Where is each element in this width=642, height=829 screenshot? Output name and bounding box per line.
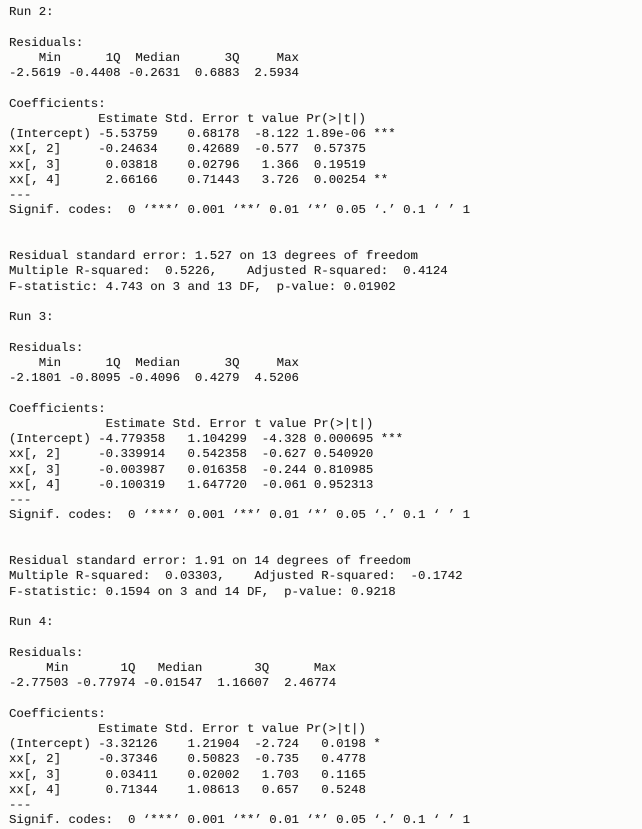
coefficients-heading: Coefficients: xyxy=(9,96,106,111)
residuals-heading: Residuals: xyxy=(9,645,84,660)
residual-standard-error-line: Residual standard error: 1.91 on 14 degrees of freedom xyxy=(9,554,411,568)
r-squared-line: Multiple R-squared: 0.5226, Adjusted R-squared: 0.4124 xyxy=(9,264,456,279)
separator-dashes: --- xyxy=(9,798,32,812)
blank-line xyxy=(9,20,642,35)
run-title: Run 4: xyxy=(9,615,54,629)
blank-line xyxy=(9,386,642,401)
coefficient-row-xx3: xx[, 3] 0.03411 0.02002 1.703 0.1165 xyxy=(9,767,381,782)
blank-line xyxy=(9,539,642,554)
coefficient-row-intercept: (Intercept) -5.53759 0.68178 -8.122 1.89e-06 *** xyxy=(9,127,396,141)
blank-line xyxy=(9,600,642,615)
run-3-section xyxy=(9,310,642,615)
coefficients-header-row: Estimate Std. Error t value Pr(>|t|) xyxy=(9,721,381,736)
coefficient-row-intercept: (Intercept) -3.32126 1.21904 -2.724 0.0198 * xyxy=(9,737,381,751)
residual-standard-error-line: Residual standard error: 1.527 on 13 degrees of freedom xyxy=(9,249,418,263)
blank-line xyxy=(9,219,642,234)
coefficient-row-xx3: xx[, 3] -0.003987 0.016358 -0.244 0.810985 xyxy=(9,462,404,477)
coefficients-heading: Coefficients: xyxy=(9,401,106,416)
coefficients-heading: Coefficients: xyxy=(9,706,106,721)
coefficient-row-intercept: (Intercept) -4.779358 1.104299 -4.328 0.000695 *** xyxy=(9,432,404,446)
f-statistic-line: F-statistic: 4.743 on 3 and 13 DF, p-value: 0.01902 xyxy=(9,279,404,294)
blank-line xyxy=(9,691,642,706)
r-squared-line: Multiple R-squared: 0.03303, Adjusted R-squared: -0.1742 xyxy=(9,569,471,584)
blank-line xyxy=(9,524,642,539)
coefficient-row-xx4: xx[, 4] 2.66166 0.71443 3.726 0.00254 ** xyxy=(9,172,396,187)
blank-line xyxy=(9,295,642,310)
coefficient-row-xx3: xx[, 3] 0.03818 0.02796 1.366 0.19519 xyxy=(9,157,396,172)
residuals-header-row: Min 1Q Median 3Q Max xyxy=(9,50,307,65)
residuals-values-row: -2.77503 -0.77974 -0.01547 1.16607 2.46774 xyxy=(9,676,344,690)
residuals-heading: Residuals: xyxy=(9,35,84,50)
residuals-heading: Residuals: xyxy=(9,340,84,355)
blank-line xyxy=(9,630,642,645)
run-title: Run 2: xyxy=(9,5,54,19)
coefficient-row-xx4: xx[, 4] -0.100319 1.647720 -0.061 0.952313 xyxy=(9,477,404,492)
signif-codes-line: Signif. codes: 0 ‘***’ 0.001 ‘**’ 0.01 ‘*’ 0.05 ‘.’ 0.1 ‘ ’ 1 xyxy=(9,813,471,828)
separator-dashes: --- xyxy=(9,493,32,507)
residuals-values-row: -2.1801 -0.8095 -0.4096 0.4279 4.5206 xyxy=(9,371,307,385)
signif-codes-line: Signif. codes: 0 ‘***’ 0.001 ‘**’ 0.01 ‘*’ 0.05 ‘.’ 0.1 ‘ ’ 1 xyxy=(9,508,471,523)
coefficients-header-row: Estimate Std. Error t value Pr(>|t|) xyxy=(9,416,404,431)
coefficient-row-xx2: xx[, 2] -0.339914 0.542358 -0.627 0.540920 xyxy=(9,447,404,462)
coefficient-row-xx4: xx[, 4] 0.71344 1.08613 0.657 0.5248 xyxy=(9,782,381,797)
run-4-section xyxy=(9,615,642,829)
coefficients-header-row: Estimate Std. Error t value Pr(>|t|) xyxy=(9,111,396,126)
coefficient-row-xx2: xx[, 2] -0.24634 0.42689 -0.577 0.57375 xyxy=(9,142,396,157)
residuals-header-row: Min 1Q Median 3Q Max xyxy=(9,660,344,675)
blank-line xyxy=(9,234,642,249)
coefficient-row-xx2: xx[, 2] -0.37346 0.50823 -0.735 0.4778 xyxy=(9,752,381,767)
blank-line xyxy=(9,325,642,340)
separator-dashes: --- xyxy=(9,188,32,202)
run-title: Run 3: xyxy=(9,310,54,324)
run-2-section xyxy=(9,5,642,310)
signif-codes-line: Signif. codes: 0 ‘***’ 0.001 ‘**’ 0.01 ‘*’ 0.05 ‘.’ 0.1 ‘ ’ 1 xyxy=(9,203,471,218)
residuals-values-row: -2.5619 -0.4408 -0.2631 0.6883 2.5934 xyxy=(9,66,307,80)
f-statistic-line: F-statistic: 0.1594 on 3 and 14 DF, p-value: 0.9218 xyxy=(9,584,404,599)
blank-line xyxy=(9,81,642,96)
residuals-header-row: Min 1Q Median 3Q Max xyxy=(9,355,307,370)
